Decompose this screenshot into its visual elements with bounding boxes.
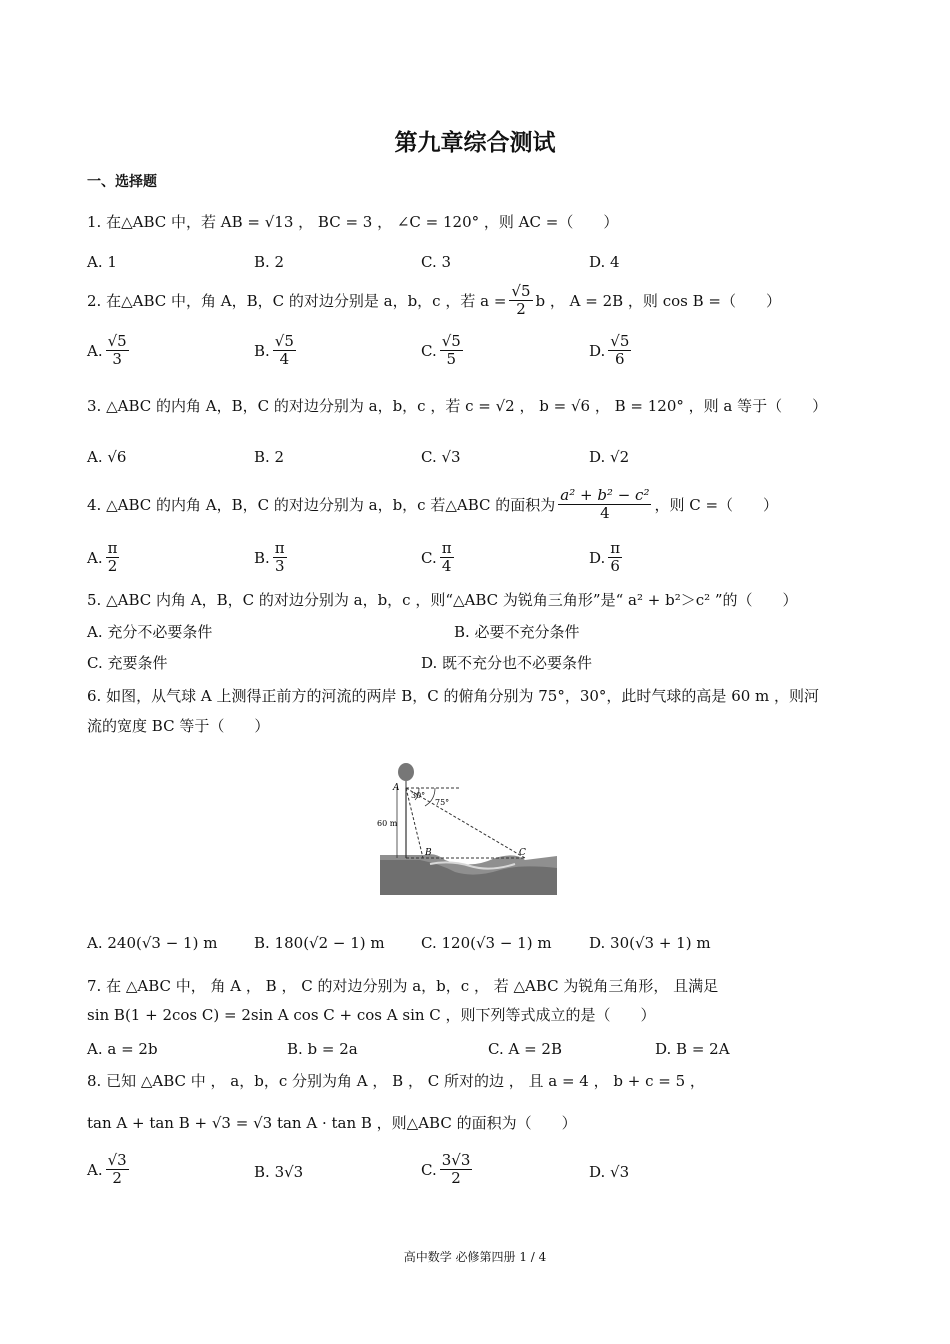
- question-4-stem: [87, 487, 778, 522]
- question-6-option-b: B. 180(√2 − 1) m: [254, 934, 385, 952]
- question-6-stem-line-2: 流的宽度 BC 等于（ ）: [87, 717, 270, 735]
- question-8-stem-line-2: tan A + tan B + √3 = √3 tan A · tan B ，则△ABC 的面积为（ ）: [87, 1114, 577, 1132]
- question-3-option-c: C. √3: [421, 448, 461, 466]
- fraction-numerator: √5: [610, 332, 630, 350]
- question-8-option-c: [421, 1152, 475, 1187]
- question-6-option-d: D. 30(√3 + 1) m: [589, 934, 711, 952]
- option-letter: A.: [87, 548, 103, 567]
- question-8-stem-line-1: 8. 已知 △ABC 中 ， a，b，c 分别为角 A ， B ， C 所对的边 ， 且 a = 4 ， b + c = 5 ，: [87, 1072, 705, 1090]
- page-footer: 高中数学 必修第四册 1 / 4: [403, 1250, 547, 1264]
- fraction-numerator: √3: [107, 1151, 127, 1169]
- fraction-denominator: 6: [615, 350, 625, 368]
- fraction-numerator: a² + b² − c²: [560, 486, 650, 504]
- fraction-denominator: 2: [451, 1169, 461, 1187]
- question-3-option-d: D. √2: [589, 448, 630, 466]
- fraction-denominator: 6: [610, 557, 620, 575]
- option-letter: D.: [589, 341, 606, 360]
- section-heading: 一、选择题: [87, 174, 157, 190]
- option-fraction: [440, 333, 463, 368]
- option-letter: B.: [254, 1163, 270, 1181]
- question-3-option-b: B. 2: [254, 448, 285, 466]
- question-4-option-c: [421, 540, 457, 575]
- question-2-option-d: [589, 333, 634, 368]
- fraction-numerator: √5: [511, 282, 531, 300]
- option-fraction: [273, 333, 296, 368]
- option-fraction: [440, 540, 454, 575]
- fraction-numerator: π: [441, 539, 452, 557]
- question-7-option-c: C. A = 2B: [488, 1040, 562, 1058]
- fraction-numerator: √5: [274, 332, 294, 350]
- question-1-option-b: B. 2: [254, 253, 285, 271]
- option-fraction: [440, 1152, 473, 1187]
- option-letter: C.: [421, 548, 437, 567]
- fraction-numerator: √5: [107, 332, 127, 350]
- question-6-option-c: C. 120(√3 − 1) m: [421, 934, 552, 952]
- option-fraction: [273, 540, 287, 575]
- question-4-option-a: [87, 540, 122, 575]
- fraction-denominator: 5: [446, 350, 457, 368]
- option-value: 3√3: [274, 1163, 304, 1181]
- question-5-option-b: B. 必要不充分条件: [454, 623, 580, 641]
- figure-label-c: C: [519, 848, 526, 858]
- question-4-option-d: [589, 540, 625, 575]
- fraction-numerator: π: [107, 539, 118, 557]
- fraction-numerator: π: [274, 539, 285, 557]
- fraction-denominator: 3: [274, 557, 285, 575]
- figure-label-angle-75: 75°: [435, 798, 450, 807]
- question-4-fraction: [558, 487, 651, 522]
- option-letter: C.: [421, 341, 437, 360]
- question-4-option-b: [254, 540, 290, 575]
- question-1-option-c: C. 3: [421, 253, 452, 271]
- fraction-denominator: 2: [112, 1169, 122, 1187]
- option-letter: B.: [254, 548, 270, 567]
- option-letter: A.: [87, 341, 103, 360]
- option-fraction: [106, 333, 129, 368]
- option-letter: D.: [589, 1163, 606, 1181]
- fraction-denominator: 2: [516, 300, 526, 318]
- question-7-option-b: B. b = 2a: [287, 1040, 358, 1058]
- question-2-option-c: [421, 333, 466, 368]
- question-8-option-d: [589, 1163, 629, 1181]
- fraction-denominator: 4: [600, 504, 610, 522]
- option-fraction: [608, 540, 622, 575]
- question-5-option-c: C. 充要条件: [87, 654, 168, 672]
- question-2-stem-b: b ， A = 2B ，则 cos B =（ ）: [535, 291, 781, 310]
- question-2-option-a: [87, 333, 132, 368]
- option-letter: C.: [421, 1160, 437, 1179]
- question-5-option-a: A. 充分不必要条件: [87, 623, 213, 641]
- option-letter: A.: [87, 1160, 103, 1179]
- question-2-stem-a: 2. 在△ABC 中，角 A，B，C 的对边分别是 a，b，c ，若 a =: [87, 291, 507, 310]
- question-8-option-b: [254, 1163, 303, 1181]
- fraction-numerator: 3√3: [441, 1151, 471, 1169]
- option-fraction: [106, 540, 120, 575]
- question-7-stem-line-1: 7. 在 △ABC 中， 角 A ， B ， C 的对边分别为 a，b，c ， 若 △ABC 为锐角三角形， 且满足: [87, 977, 719, 995]
- question-5-option-d: D. 既不充分也不必要条件: [421, 654, 593, 672]
- balloon-river-figure: [375, 760, 560, 900]
- question-4-stem-a: 4. △ABC 的内角 A，B，C 的对边分别为 a，b，c 若△ABC 的面积为: [87, 495, 556, 514]
- question-5-stem: 5. △ABC 内角 A，B，C 的对边分别为 a，b，c ，则“△ABC 为锐角三角形”是“ a² + b²＞c² ”的（ ）: [87, 591, 798, 609]
- question-2-fraction: [509, 283, 532, 318]
- page-title: 第九章综合测试: [394, 130, 556, 156]
- question-8-option-a: [87, 1152, 132, 1187]
- option-fraction: [608, 333, 631, 368]
- question-1-option-d: D. 4: [589, 253, 620, 271]
- question-3-option-a: A. √6: [87, 448, 127, 466]
- fraction-numerator: π: [610, 539, 621, 557]
- option-letter: D.: [589, 548, 606, 567]
- figure-label-b: B: [425, 848, 432, 858]
- question-7-option-d: D. B = 2A: [655, 1040, 730, 1058]
- fraction-denominator: 4: [441, 557, 452, 575]
- question-6-stem-line-1: 6. 如图，从气球 A 上测得正前方的河流的两岸 B，C 的俯角分别为 75°，30°，此时气球的高是 60 m ，则河: [87, 687, 820, 705]
- question-1-option-a: A. 1: [87, 253, 117, 271]
- question-6-option-a: A. 240(√3 − 1) m: [87, 934, 218, 952]
- option-letter: B.: [254, 341, 270, 360]
- fraction-denominator: 3: [112, 350, 122, 368]
- question-3-stem: 3. △ABC 的内角 A，B，C 的对边分别为 a，b，c ，若 c = √2 ， b = √6 ， B = 120° ，则 a 等于（ ）: [87, 397, 828, 415]
- question-7-stem-line-2: sin B(1 + 2cos C) = 2sin A cos C + cos A sin C ，则下列等式成立的是（ ）: [87, 1006, 656, 1024]
- question-1-stem: 1. 在△ABC 中，若 AB = √13 ， BC = 3 ， ∠C = 120° ，则 AC =（ ）: [87, 213, 619, 231]
- fraction-numerator: √5: [441, 332, 461, 350]
- question-2-stem: [87, 283, 781, 318]
- question-7-option-a: A. a = 2b: [87, 1040, 158, 1058]
- figure-label-height: 60 m: [377, 819, 398, 828]
- fraction-denominator: 4: [279, 350, 290, 368]
- question-2-option-b: [254, 333, 299, 368]
- figure-label-angle-30: 30°: [411, 791, 426, 800]
- fraction-denominator: 2: [107, 557, 118, 575]
- option-value: √3: [610, 1163, 630, 1181]
- figure-label-a: A: [393, 783, 400, 793]
- option-fraction: [106, 1152, 129, 1187]
- question-4-stem-b: ，则 C =（ ）: [654, 495, 779, 514]
